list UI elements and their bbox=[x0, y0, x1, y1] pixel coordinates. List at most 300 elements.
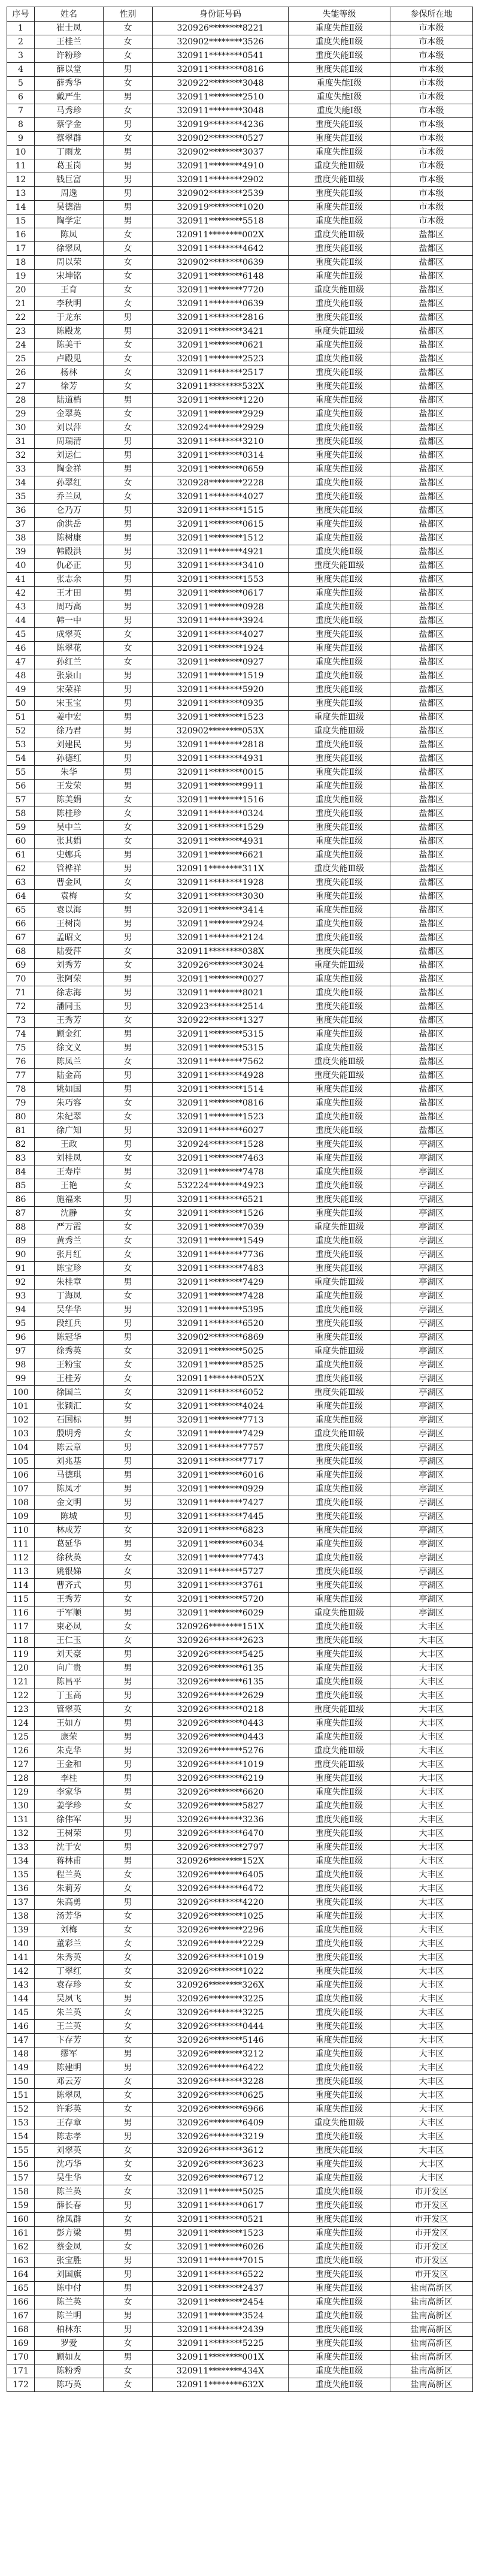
table-row bbox=[7, 1606, 473, 1620]
cell-index: 126 bbox=[7, 1744, 35, 1758]
cell-insured-location: 盐都区 bbox=[390, 959, 473, 973]
table-row bbox=[7, 449, 473, 463]
cell-id-number: 320926********3024 bbox=[153, 959, 289, 973]
cell-name: 段红兵 bbox=[35, 1317, 104, 1331]
table-row bbox=[7, 490, 473, 504]
cell-disability-level: 重度失能Ⅱ级 bbox=[289, 1538, 390, 1551]
table-row bbox=[7, 270, 473, 283]
cell-index: 34 bbox=[7, 476, 35, 490]
table-row bbox=[7, 752, 473, 766]
cell-insured-location: 盐都区 bbox=[390, 821, 473, 835]
cell-name: 陈翠花 bbox=[35, 642, 104, 656]
cell-insured-location: 盐都区 bbox=[390, 476, 473, 490]
cell-gender: 男 bbox=[104, 1731, 153, 1744]
cell-id-number: 320911********1512 bbox=[153, 531, 289, 545]
cell-gender: 男 bbox=[104, 201, 153, 215]
cell-id-number: 320922********3048 bbox=[153, 77, 289, 90]
cell-disability-level: 重度失能Ⅱ级 bbox=[289, 807, 390, 821]
cell-insured-location: 大丰区 bbox=[390, 1648, 473, 1662]
cell-gender: 女 bbox=[104, 656, 153, 669]
cell-name: 王粉宝 bbox=[35, 1358, 104, 1372]
cell-gender: 男 bbox=[104, 159, 153, 173]
cell-index: 35 bbox=[7, 490, 35, 504]
cell-gender: 男 bbox=[104, 1414, 153, 1427]
cell-gender: 男 bbox=[104, 1083, 153, 1097]
table-row bbox=[7, 1441, 473, 1455]
table-row bbox=[7, 835, 473, 848]
table-row bbox=[7, 669, 473, 683]
table-row bbox=[7, 931, 473, 945]
cell-index: 65 bbox=[7, 904, 35, 917]
cell-gender: 男 bbox=[104, 2309, 153, 2323]
cell-disability-level: 重度失能Ⅱ级 bbox=[289, 380, 390, 394]
table-row bbox=[7, 1648, 473, 1662]
cell-gender: 女 bbox=[104, 242, 153, 256]
cell-gender: 男 bbox=[104, 600, 153, 614]
table-row bbox=[7, 1455, 473, 1469]
cell-gender: 男 bbox=[104, 738, 153, 752]
cell-gender: 女 bbox=[104, 821, 153, 835]
table-row bbox=[7, 656, 473, 669]
cell-name: 殷明秀 bbox=[35, 1427, 104, 1441]
cell-gender: 男 bbox=[104, 545, 153, 559]
cell-gender: 女 bbox=[104, 959, 153, 973]
cell-id-number: 320926********2229 bbox=[153, 1937, 289, 1951]
cell-id-number: 320911********3761 bbox=[153, 1579, 289, 1593]
cell-gender: 男 bbox=[104, 1841, 153, 1855]
cell-insured-location: 亭湖区 bbox=[390, 1386, 473, 1400]
cell-insured-location: 盐都区 bbox=[390, 545, 473, 559]
cell-disability-level: 重度失能Ⅱ级 bbox=[289, 766, 390, 780]
cell-disability-level: 重度失能Ⅱ级 bbox=[289, 2213, 390, 2227]
cell-index: 43 bbox=[7, 600, 35, 614]
cell-disability-level: 重度失能Ⅱ级 bbox=[289, 22, 390, 35]
cell-gender: 男 bbox=[104, 118, 153, 132]
cell-gender: 女 bbox=[104, 1179, 153, 1193]
table-row bbox=[7, 2006, 473, 2020]
cell-index: 62 bbox=[7, 862, 35, 876]
cell-index: 94 bbox=[7, 1303, 35, 1317]
table-row bbox=[7, 1923, 473, 1937]
cell-id-number: 320926********6422 bbox=[153, 2061, 289, 2075]
cell-gender: 男 bbox=[104, 1124, 153, 1138]
cell-index: 103 bbox=[7, 1427, 35, 1441]
cell-insured-location: 大丰区 bbox=[390, 1675, 473, 1689]
cell-index: 129 bbox=[7, 1786, 35, 1799]
cell-gender: 女 bbox=[104, 407, 153, 421]
cell-name: 金翠英 bbox=[35, 407, 104, 421]
cell-name: 王存章 bbox=[35, 2116, 104, 2130]
cell-disability-level: 重度失能Ⅱ级 bbox=[289, 1772, 390, 1786]
cell-id-number: 320911********3924 bbox=[153, 614, 289, 628]
cell-index: 73 bbox=[7, 1014, 35, 1028]
cell-insured-location: 大丰区 bbox=[390, 1703, 473, 1717]
cell-disability-level: 重度失能Ⅰ级 bbox=[289, 90, 390, 104]
cell-name: 薛以堂 bbox=[35, 63, 104, 77]
cell-insured-location: 盐都区 bbox=[390, 490, 473, 504]
table-row bbox=[7, 1579, 473, 1593]
cell-name: 周瑞清 bbox=[35, 435, 104, 449]
cell-insured-location: 亭湖区 bbox=[390, 1538, 473, 1551]
table-row bbox=[7, 1951, 473, 1965]
cell-name: 周逸 bbox=[35, 187, 104, 201]
cell-index: 92 bbox=[7, 1276, 35, 1289]
cell-name: 潘同玉 bbox=[35, 1000, 104, 1014]
cell-insured-location: 大丰区 bbox=[390, 2034, 473, 2047]
header-row bbox=[7, 7, 473, 22]
cell-index: 83 bbox=[7, 1152, 35, 1165]
cell-insured-location: 大丰区 bbox=[390, 1758, 473, 1772]
cell-id-number: 320911********1516 bbox=[153, 793, 289, 807]
cell-gender: 女 bbox=[104, 104, 153, 118]
cell-name: 乔兰凤 bbox=[35, 490, 104, 504]
cell-insured-location: 盐都区 bbox=[390, 683, 473, 697]
cell-index: 8 bbox=[7, 118, 35, 132]
cell-disability-level: 重度失能Ⅰ级 bbox=[289, 104, 390, 118]
cell-index: 45 bbox=[7, 628, 35, 642]
cell-gender: 女 bbox=[104, 835, 153, 848]
table-row bbox=[7, 283, 473, 297]
cell-index: 154 bbox=[7, 2130, 35, 2144]
cell-name: 丁翠红 bbox=[35, 1965, 104, 1979]
cell-id-number: 320926********6135 bbox=[153, 1675, 289, 1689]
cell-id-number: 320911********7562 bbox=[153, 1055, 289, 1069]
cell-gender: 男 bbox=[104, 1717, 153, 1731]
table-row bbox=[7, 90, 473, 104]
cell-index: 49 bbox=[7, 683, 35, 697]
cell-index: 13 bbox=[7, 187, 35, 201]
cell-name: 陈粉秀 bbox=[35, 2364, 104, 2378]
cell-gender: 女 bbox=[104, 35, 153, 49]
cell-disability-level: 重度失能Ⅱ级 bbox=[289, 1331, 390, 1345]
table-row bbox=[7, 1372, 473, 1386]
cell-name: 于军顺 bbox=[35, 1606, 104, 1620]
cell-index: 127 bbox=[7, 1758, 35, 1772]
cell-name: 陈云章 bbox=[35, 1441, 104, 1455]
cell-gender: 男 bbox=[104, 1772, 153, 1786]
table-row bbox=[7, 518, 473, 531]
cell-insured-location: 市本级 bbox=[390, 90, 473, 104]
cell-gender: 女 bbox=[104, 1207, 153, 1221]
cell-index: 138 bbox=[7, 1910, 35, 1923]
cell-gender: 女 bbox=[104, 1248, 153, 1262]
cell-insured-location: 大丰区 bbox=[390, 1868, 473, 1882]
cell-insured-location: 盐都区 bbox=[390, 435, 473, 449]
cell-index: 57 bbox=[7, 793, 35, 807]
cell-insured-location: 盐都区 bbox=[390, 1083, 473, 1097]
table-row bbox=[7, 2199, 473, 2213]
cell-name: 崔士凤 bbox=[35, 22, 104, 35]
cell-id-number: 320911********434X bbox=[153, 2364, 289, 2378]
cell-disability-level: 重度失能Ⅱ级 bbox=[289, 2047, 390, 2061]
cell-insured-location: 亭湖区 bbox=[390, 1510, 473, 1524]
cell-gender: 女 bbox=[104, 380, 153, 394]
table-row bbox=[7, 1289, 473, 1303]
cell-index: 2 bbox=[7, 35, 35, 49]
cell-index: 123 bbox=[7, 1703, 35, 1717]
cell-id-number: 320911********0929 bbox=[153, 1482, 289, 1496]
cell-gender: 男 bbox=[104, 2061, 153, 2075]
cell-index: 11 bbox=[7, 159, 35, 173]
cell-insured-location: 亭湖区 bbox=[390, 1565, 473, 1579]
table-row bbox=[7, 380, 473, 394]
table-row bbox=[7, 986, 473, 1000]
cell-index: 155 bbox=[7, 2144, 35, 2158]
cell-id-number: 320926********0444 bbox=[153, 2020, 289, 2034]
table-row bbox=[7, 35, 473, 49]
cell-disability-level: 重度失能Ⅱ级 bbox=[289, 531, 390, 545]
cell-disability-level: 重度失能Ⅱ级 bbox=[289, 63, 390, 77]
cell-id-number: 320911********5315 bbox=[153, 1041, 289, 1055]
cell-insured-location: 大丰区 bbox=[390, 1717, 473, 1731]
cell-gender: 女 bbox=[104, 793, 153, 807]
cell-disability-level: 重度失能Ⅱ级 bbox=[289, 1965, 390, 1979]
cell-gender: 女 bbox=[104, 1979, 153, 1992]
cell-name: 张月红 bbox=[35, 1248, 104, 1262]
cell-index: 79 bbox=[7, 1097, 35, 1110]
cell-disability-level: 重度失能Ⅲ级 bbox=[289, 1703, 390, 1717]
cell-index: 82 bbox=[7, 1138, 35, 1152]
cell-index: 117 bbox=[7, 1620, 35, 1634]
cell-index: 149 bbox=[7, 2061, 35, 2075]
cell-name: 葛玉岗 bbox=[35, 159, 104, 173]
cell-name: 王秀芳 bbox=[35, 1014, 104, 1028]
cell-insured-location: 市本级 bbox=[390, 63, 473, 77]
cell-name: 卞存芳 bbox=[35, 2034, 104, 2047]
cell-index: 54 bbox=[7, 752, 35, 766]
cell-index: 39 bbox=[7, 545, 35, 559]
cell-gender: 女 bbox=[104, 228, 153, 242]
cell-name: 葛延华 bbox=[35, 1538, 104, 1551]
table-row bbox=[7, 118, 473, 132]
cell-disability-level: 重度失能Ⅱ级 bbox=[289, 1193, 390, 1207]
table-row bbox=[7, 1538, 473, 1551]
cell-id-number: 320911********7445 bbox=[153, 1510, 289, 1524]
table-row bbox=[7, 104, 473, 118]
cell-id-number: 320902********053X bbox=[153, 724, 289, 738]
cell-id-number: 320926********8221 bbox=[153, 22, 289, 35]
table-row bbox=[7, 531, 473, 545]
cell-name: 陈昌平 bbox=[35, 1675, 104, 1689]
cell-gender: 男 bbox=[104, 1455, 153, 1469]
cell-index: 172 bbox=[7, 2378, 35, 2392]
cell-name: 汤芳华 bbox=[35, 1910, 104, 1923]
cell-id-number: 320926********1022 bbox=[153, 1965, 289, 1979]
cell-id-number: 320911********7015 bbox=[153, 2254, 289, 2268]
cell-insured-location: 亭湖区 bbox=[390, 1496, 473, 1510]
cell-gender: 女 bbox=[104, 2296, 153, 2309]
cell-insured-location: 盐都区 bbox=[390, 325, 473, 339]
cell-id-number: 320926********6472 bbox=[153, 1882, 289, 1896]
cell-id-number: 320926********0443 bbox=[153, 1731, 289, 1744]
cell-gender: 女 bbox=[104, 339, 153, 352]
cell-insured-location: 大丰区 bbox=[390, 1992, 473, 2006]
cell-id-number: 320911********1549 bbox=[153, 1234, 289, 1248]
cell-name: 石国标 bbox=[35, 1414, 104, 1427]
cell-name: 朱纪翠 bbox=[35, 1110, 104, 1124]
cell-disability-level: 重度失能Ⅱ级 bbox=[289, 407, 390, 421]
cell-insured-location: 亭湖区 bbox=[390, 1303, 473, 1317]
cell-gender: 女 bbox=[104, 421, 153, 435]
cell-id-number: 320911********1514 bbox=[153, 1083, 289, 1097]
cell-gender: 女 bbox=[104, 1110, 153, 1124]
table-row bbox=[7, 421, 473, 435]
cell-disability-level: 重度失能Ⅱ级 bbox=[289, 545, 390, 559]
cell-disability-level: 重度失能Ⅲ级 bbox=[289, 173, 390, 187]
cell-gender: 女 bbox=[104, 890, 153, 904]
cell-gender: 男 bbox=[104, 531, 153, 545]
cell-insured-location: 亭湖区 bbox=[390, 1165, 473, 1179]
cell-index: 170 bbox=[7, 2351, 35, 2364]
cell-gender: 男 bbox=[104, 1000, 153, 1014]
cell-name: 沈静 bbox=[35, 1207, 104, 1221]
cell-gender: 男 bbox=[104, 917, 153, 931]
cell-disability-level: 重度失能Ⅲ级 bbox=[289, 1276, 390, 1289]
cell-id-number: 320926********0218 bbox=[153, 1703, 289, 1717]
cell-name: 严万霞 bbox=[35, 1221, 104, 1234]
cell-index: 81 bbox=[7, 1124, 35, 1138]
cell-name: 史娜兵 bbox=[35, 848, 104, 862]
cell-disability-level: 重度失能Ⅱ级 bbox=[289, 1248, 390, 1262]
cell-gender: 男 bbox=[104, 2199, 153, 2213]
cell-disability-level: 重度失能Ⅱ级 bbox=[289, 297, 390, 311]
cell-name: 彭方梁 bbox=[35, 2227, 104, 2240]
cell-index: 91 bbox=[7, 1262, 35, 1276]
cell-disability-level: 重度失能Ⅲ级 bbox=[289, 711, 390, 724]
cell-gender: 女 bbox=[104, 876, 153, 890]
cell-name: 陈美娟 bbox=[35, 793, 104, 807]
cell-gender: 女 bbox=[104, 1524, 153, 1538]
cell-disability-level: 重度失能Ⅱ级 bbox=[289, 476, 390, 490]
cell-id-number: 320911********6052 bbox=[153, 1386, 289, 1400]
cell-disability-level: 重度失能Ⅱ级 bbox=[289, 642, 390, 656]
cell-name: 袁存珍 bbox=[35, 1979, 104, 1992]
cell-disability-level: 重度失能Ⅱ级 bbox=[289, 366, 390, 380]
cell-name: 陈兰英 bbox=[35, 2185, 104, 2199]
cell-name: 罗爱 bbox=[35, 2337, 104, 2351]
cell-disability-level: 重度失能Ⅱ级 bbox=[289, 270, 390, 283]
cell-name: 于龙东 bbox=[35, 311, 104, 325]
cell-disability-level: 重度失能Ⅱ级 bbox=[289, 2296, 390, 2309]
cell-name: 束必凤 bbox=[35, 1620, 104, 1634]
table-row bbox=[7, 49, 473, 63]
cell-id-number: 320911********2816 bbox=[153, 311, 289, 325]
table-row bbox=[7, 1400, 473, 1414]
cell-insured-location: 盐都区 bbox=[390, 724, 473, 738]
table-row bbox=[7, 1731, 473, 1744]
cell-insured-location: 亭湖区 bbox=[390, 1138, 473, 1152]
table-row bbox=[7, 724, 473, 738]
cell-index: 16 bbox=[7, 228, 35, 242]
cell-disability-level: 重度失能Ⅱ级 bbox=[289, 986, 390, 1000]
cell-insured-location: 亭湖区 bbox=[390, 1262, 473, 1276]
cell-id-number: 320902********3526 bbox=[153, 35, 289, 49]
cell-insured-location: 亭湖区 bbox=[390, 1606, 473, 1620]
table-row bbox=[7, 1221, 473, 1234]
cell-id-number: 320926********5276 bbox=[153, 1744, 289, 1758]
cell-insured-location: 盐南高新区 bbox=[390, 2296, 473, 2309]
table-row bbox=[7, 1689, 473, 1703]
cell-gender: 男 bbox=[104, 669, 153, 683]
cell-index: 112 bbox=[7, 1551, 35, 1565]
cell-disability-level: 重度失能Ⅱ级 bbox=[289, 1234, 390, 1248]
cell-insured-location: 盐都区 bbox=[390, 1028, 473, 1041]
cell-insured-location: 盐都区 bbox=[390, 986, 473, 1000]
table-row bbox=[7, 587, 473, 600]
table-row bbox=[7, 711, 473, 724]
table-row bbox=[7, 1524, 473, 1538]
cell-insured-location: 市本级 bbox=[390, 187, 473, 201]
cell-id-number: 320902********6869 bbox=[153, 1331, 289, 1345]
cell-name: 李家华 bbox=[35, 1786, 104, 1799]
cell-insured-location: 亭湖区 bbox=[390, 1152, 473, 1165]
cell-index: 125 bbox=[7, 1731, 35, 1744]
cell-name: 管桦祥 bbox=[35, 862, 104, 876]
header-disability-level: 失能等级 bbox=[289, 7, 390, 22]
table-row bbox=[7, 1386, 473, 1400]
cell-id-number: 320911********0521 bbox=[153, 2213, 289, 2227]
cell-insured-location: 亭湖区 bbox=[390, 1234, 473, 1248]
cell-insured-location: 市开发区 bbox=[390, 2199, 473, 2213]
cell-disability-level: 重度失能Ⅱ级 bbox=[289, 118, 390, 132]
cell-name: 袁梅 bbox=[35, 890, 104, 904]
table-row bbox=[7, 2047, 473, 2061]
cell-index: 114 bbox=[7, 1579, 35, 1593]
cell-index: 29 bbox=[7, 407, 35, 421]
cell-index: 14 bbox=[7, 201, 35, 215]
cell-id-number: 320902********2539 bbox=[153, 187, 289, 201]
cell-insured-location: 大丰区 bbox=[390, 1951, 473, 1965]
cell-disability-level: 重度失能Ⅲ级 bbox=[289, 1386, 390, 1400]
cell-index: 67 bbox=[7, 931, 35, 945]
cell-disability-level: 重度失能Ⅱ级 bbox=[289, 1662, 390, 1675]
cell-name: 陆爱萍 bbox=[35, 945, 104, 959]
cell-insured-location: 市本级 bbox=[390, 77, 473, 90]
cell-index: 121 bbox=[7, 1675, 35, 1689]
table-row bbox=[7, 407, 473, 421]
cell-id-number: 320911********0615 bbox=[153, 518, 289, 531]
cell-name: 王育 bbox=[35, 283, 104, 297]
cell-disability-level: 重度失能Ⅱ级 bbox=[289, 600, 390, 614]
cell-id-number: 320911********7478 bbox=[153, 1165, 289, 1179]
table-row bbox=[7, 352, 473, 366]
cell-name: 薛长春 bbox=[35, 2199, 104, 2213]
table-row bbox=[7, 1910, 473, 1923]
disability-roster-table bbox=[7, 7, 473, 2392]
cell-id-number: 320902********0639 bbox=[153, 256, 289, 270]
cell-disability-level: 重度失能Ⅱ级 bbox=[289, 917, 390, 931]
cell-insured-location: 盐都区 bbox=[390, 738, 473, 752]
cell-gender: 男 bbox=[104, 752, 153, 766]
cell-id-number: 320911********9911 bbox=[153, 780, 289, 793]
cell-gender: 女 bbox=[104, 1221, 153, 1234]
cell-disability-level: 重度失能Ⅱ级 bbox=[289, 242, 390, 256]
cell-name: 施福来 bbox=[35, 1193, 104, 1207]
table-row bbox=[7, 1855, 473, 1868]
cell-name: 王金和 bbox=[35, 1758, 104, 1772]
cell-gender: 男 bbox=[104, 931, 153, 945]
cell-name: 刘翠英 bbox=[35, 2144, 104, 2158]
cell-insured-location: 盐都区 bbox=[390, 793, 473, 807]
cell-id-number: 320926********2623 bbox=[153, 1634, 289, 1648]
cell-id-number: 320923********2514 bbox=[153, 1000, 289, 1014]
cell-index: 141 bbox=[7, 1951, 35, 1965]
cell-id-number: 320911********4027 bbox=[153, 628, 289, 642]
cell-gender: 男 bbox=[104, 1896, 153, 1910]
cell-id-number: 320911********1529 bbox=[153, 821, 289, 835]
table-row bbox=[7, 1124, 473, 1138]
header-index: 序号 bbox=[7, 7, 35, 22]
